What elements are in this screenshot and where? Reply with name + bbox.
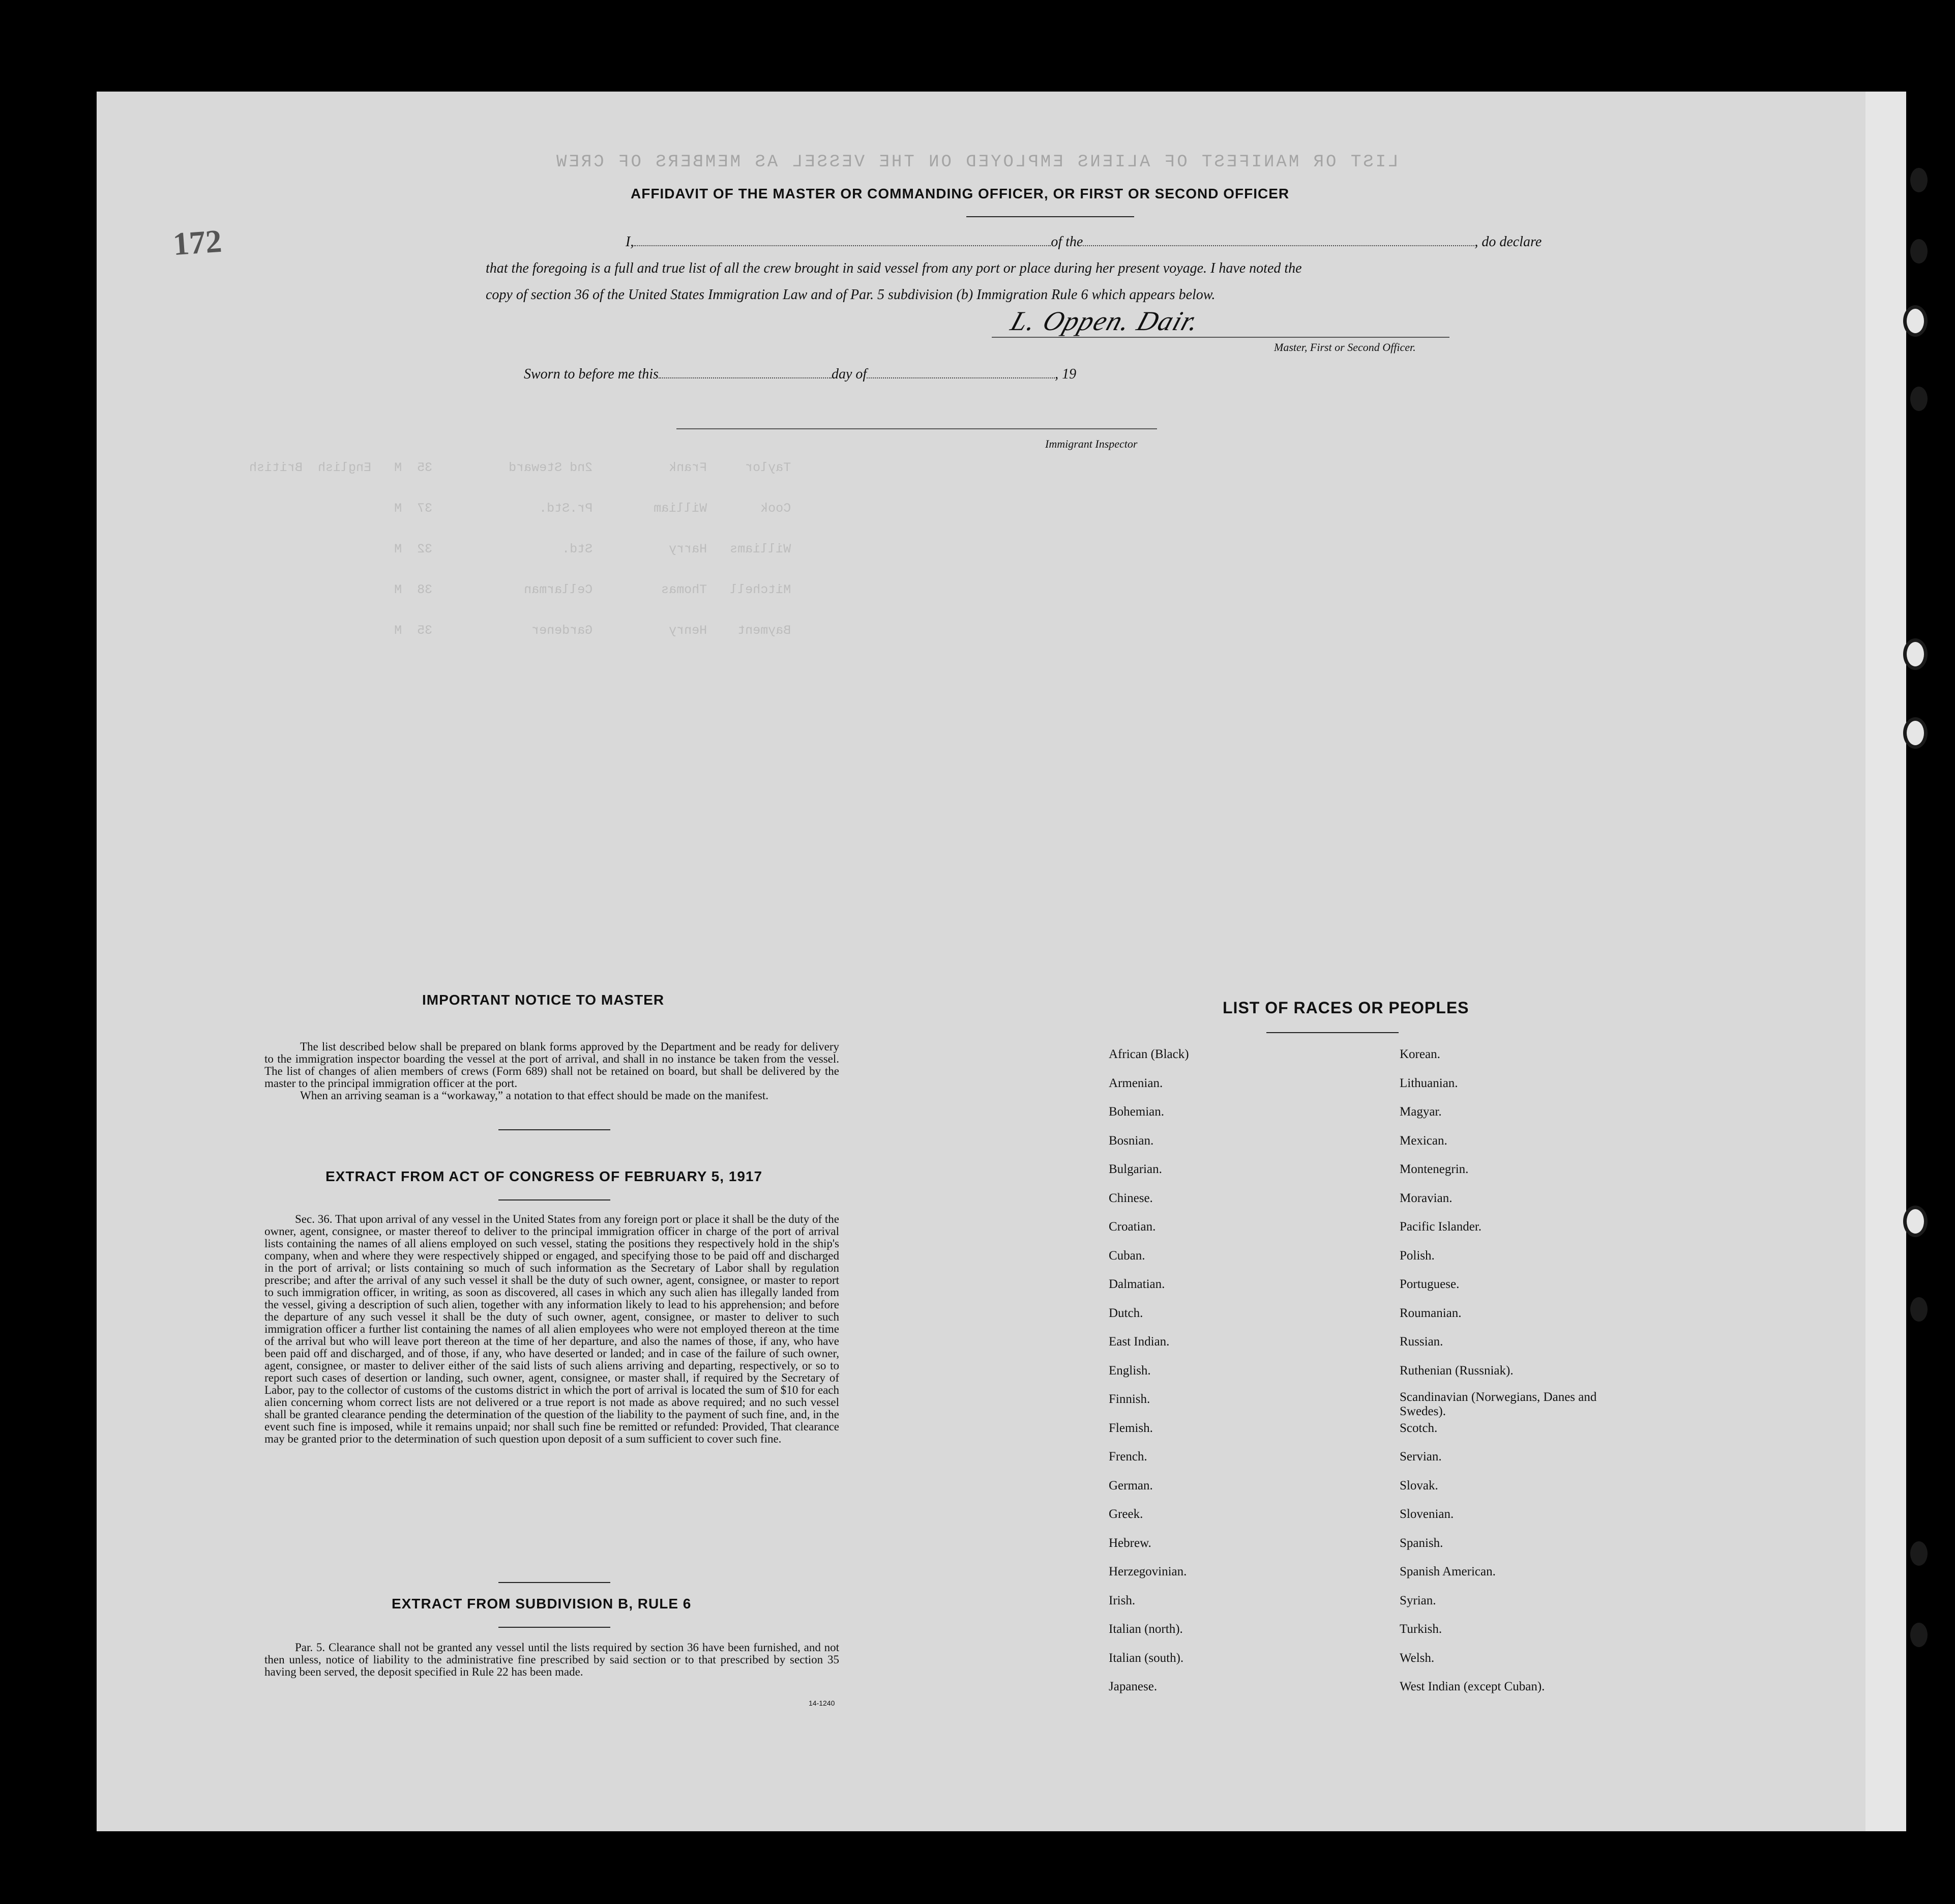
race-item: Dalmatian. bbox=[1109, 1277, 1165, 1291]
punch-hole bbox=[1910, 1541, 1928, 1566]
races-column-2 bbox=[1400, 1040, 1634, 1702]
race-item: Slovak. bbox=[1400, 1478, 1438, 1492]
race-item: Bulgarian. bbox=[1109, 1162, 1162, 1176]
punch-hole bbox=[1910, 239, 1928, 263]
race-item: Welsh. bbox=[1400, 1651, 1435, 1665]
inspector-line bbox=[676, 428, 1157, 429]
race-item: Syrian. bbox=[1400, 1593, 1436, 1607]
race-item: Bohemian. bbox=[1109, 1105, 1165, 1119]
races-title: LIST OF RACES OR PEOPLES bbox=[1223, 999, 1469, 1017]
inspector-caption: Immigrant Inspector bbox=[1045, 437, 1138, 450]
form-number: 14-1240 bbox=[809, 1699, 835, 1707]
race-item: Turkish. bbox=[1400, 1622, 1442, 1636]
race-item: Bosnian. bbox=[1109, 1133, 1154, 1148]
race-item: African (Black) bbox=[1109, 1047, 1189, 1061]
punch-hole bbox=[1903, 638, 1928, 670]
divider bbox=[498, 1199, 610, 1200]
punch-hole bbox=[1903, 305, 1928, 337]
affidavit-line-3: copy of section 36 of the United States Immigration Law and of Par. 5 subdivision (b) Immigration Rule 6 which appears below. bbox=[486, 287, 1216, 303]
punch-hole bbox=[1903, 717, 1928, 749]
vessel-field bbox=[1083, 234, 1474, 246]
officer-signature: L. Oppen. Dair. bbox=[1007, 306, 1204, 336]
punch-hole bbox=[1910, 168, 1928, 192]
race-item: English. bbox=[1109, 1363, 1151, 1378]
race-item: Magyar. bbox=[1400, 1105, 1442, 1119]
page-edge-tab bbox=[1865, 92, 1906, 1831]
race-item: Korean. bbox=[1400, 1047, 1440, 1061]
race-item: Greek. bbox=[1109, 1507, 1143, 1521]
sworn-line bbox=[524, 361, 1236, 388]
race-item: Italian (south). bbox=[1109, 1651, 1184, 1665]
race-item: Mexican. bbox=[1400, 1133, 1447, 1148]
race-item: French. bbox=[1109, 1450, 1147, 1463]
race-item: Portuguese. bbox=[1400, 1277, 1460, 1291]
name-field bbox=[634, 234, 1051, 246]
divider bbox=[498, 1582, 610, 1583]
race-item: Irish. bbox=[1109, 1593, 1136, 1607]
notice-title: IMPORTANT NOTICE TO MASTER bbox=[422, 992, 665, 1008]
divider bbox=[498, 1129, 610, 1130]
notice-paragraph-1: The list described below shall be prepared on blank forms approved by the Department and be ready for delivery to the immigration inspector boarding the vessel at the port of arrival, and shall in no instance be taken from the vessel. The list of changes of alien members of crews (Form 689) shall not be retained on board, but shall be delivered by the master to the principal immigration officer at the port. bbox=[264, 1040, 839, 1090]
race-item: Russian. bbox=[1400, 1335, 1443, 1349]
sworn-year: , 19 bbox=[1055, 366, 1077, 382]
race-item: Spanish American. bbox=[1400, 1565, 1496, 1578]
race-item: Spanish. bbox=[1400, 1536, 1443, 1550]
race-item: Chinese. bbox=[1109, 1191, 1153, 1205]
race-item: Flemish. bbox=[1109, 1421, 1153, 1435]
race-item: Hebrew. bbox=[1109, 1536, 1151, 1550]
punch-hole bbox=[1910, 1623, 1928, 1647]
race-item: Ruthenian (Russniak). bbox=[1400, 1363, 1514, 1378]
extract-rule-title: EXTRACT FROM SUBDIVISION B, RULE 6 bbox=[392, 1596, 692, 1612]
race-item: Scotch. bbox=[1400, 1421, 1438, 1435]
race-item: Armenian. bbox=[1109, 1076, 1163, 1090]
divider bbox=[966, 216, 1134, 217]
signer-caption: Master, First or Second Officer. bbox=[1274, 341, 1416, 354]
race-item: Scandinavian (Norwegians, Danes and Swedes). bbox=[1400, 1390, 1597, 1418]
punch-hole bbox=[1910, 1297, 1928, 1322]
race-item: Japanese. bbox=[1109, 1680, 1158, 1693]
race-item: Polish. bbox=[1400, 1248, 1435, 1263]
extract-act-text: Sec. 36. That upon arrival of any vessel in the United States from any foreign port or place it shall be the duty of the owner, agent, consignee, or master thereof to deliver to the principal immigration officer in charge of the port of arrival lists containing the names of all aliens employed on such vessel, stating the positions they respectively hold in the ship's company, when and where they were respectively shipped or engaged, and specifying those to be paid off and discharged in the port of arrival; or lists containing so much of such information as the Secretary of Labor shall by regulation prescribe; and after the arrival of any such vessel it shall be the duty of such owner, agent, consignee, or master to report to such immigration officer, in writing, as soon as discovered, all cases in which any such alien has illegally landed from the vessel, giving a description of such alien, together with any information likely to lead to his apprehension; and before the departure of any such vessel it shall be the duty of such owner, agent, consignee, or master to deliver to such immigration officer a further list containing the names of all alien employees who were not employed thereon at the time of the arrival but who will leave port thereon at the time of her departure, and also the names of those, if any, who have been paid off and discharged, and of those, if any, who have deserted or landed; and in case of the failure of such owner, agent, consignee, or master to deliver either of the said lists of such aliens arriving and departing, respectively, or so to report such cases of desertion or landing, such owner, agent, consignee, or master shall, if required by the Secretary of Labor, pay to the collector of customs of the customs district in which the port of arrival is located the sum of $10 for each alien concerning whom correct lists are not delivered or a true report is not made as above required; and no such vessel shall be granted clearance pending the determination of the question of the liability to the payment of such fine, and, in the event such fine is imposed, while it remains unpaid; nor shall such fine be remitted or refunded: Provided, That clearance may be granted prior to the determination of such question upon deposit of a sum sufficient to cover such fine. bbox=[264, 1213, 839, 1445]
affidavit-title: AFFIDAVIT OF THE MASTER OR COMMANDING OFFICER, OR FIRST OR SECOND OFFICER bbox=[631, 186, 1290, 201]
punch-hole bbox=[1910, 387, 1928, 411]
races-column-1 bbox=[1109, 1040, 1363, 1702]
race-item: Roumanian. bbox=[1400, 1306, 1462, 1320]
notice-paragraph-2: When an arriving seaman is a “workaway,” a notation to that effect should be made on the manifest. bbox=[300, 1089, 768, 1102]
race-item: Slovenian. bbox=[1400, 1507, 1454, 1521]
extract-rule-text: Par. 5. Clearance shall not be granted any vessel until the lists required by section 36 have been furnished, and not then unless, notice of liability to the administrative fine prescribed by said section or to that prescribed by section 35 having been served, the deposit specified in Rule 22 has been made. bbox=[264, 1641, 839, 1678]
race-item: German. bbox=[1109, 1478, 1153, 1492]
sworn-day-field bbox=[659, 366, 832, 378]
affidavit-of-the: of the bbox=[1051, 234, 1083, 250]
manifest-page: LIST OR MANIFEST OF ALIENS EMPLOYED ON THE VESSEL AS MEMBERS OF CREW Taylor Frank 2nd Steward 35 M English British Cook William Pr.Std. 37 M Williams Harry Std. 32 M Mitchell Thomas Cellarman 38 M Bayment Henry Gardener 35 M 172 AFFIDAVIT OF THE MASTER OR COMMANDING OFFICER, OR FIRST OR SECOND OFFICER I, of the , do declare that the foregoing is a full and true list of all the crew brought in said vessel from any port or place during her present voyage. I have noted the copy of section 36 of the United States Immigration Law and of Par. 5 subdivision (b) Immigration Rule 6 which appears below. L. Oppen. Dair. Master, First or Second Officer. Sworn to before me this day of , 19 Immigrant Inspector IMPORTANT NOTICE TO MASTER The list described below shall be prepared on blank forms approved by the Department and be ready for delivery to the immigration inspector boarding the vessel at the port of arrival, and shall in no instance be taken from the vessel. The list of changes of alien members of crews (Form 689) shall not be retained on board, but shall be delivered by the master to the principal immigration officer at the port. When an arriving seaman is a “workaway,” a notation to that effect should be made on the manifest. EXTRACT FROM ACT OF CONGRESS OF FEBRUARY 5, 1917 Sec. 36. That upon arrival of any vessel in the United States from any foreign port or place it shall be the duty of the owner, agent, consignee, or master thereof to deliver to the principal immigration officer in charge of the port of arrival lists containing the names of all aliens employed on such vessel, stating the positions they respectively hold in the ship's company, when and where they were respectively shipped or engaged, and specifying those to be paid off and discharged in the port of arrival; or lists containing so much of such information as the Secretary of Labor shall by regulation prescribe; and after the arrival of any such vessel it shall be the duty of such owner, agent, consignee, or master to report to such immigration officer, in writing, as soon as discovered, all cases in which any such alien has illegally landed from the vessel, giving a description of such alien, together with any information likely to lead to his apprehension; and before the departure of any such vessel it shall be the duty of such owner, agent, consignee, or master to deliver to such immigration officer a further list containing the names of all alien employees who were not employed thereon at the time of the arrival but who will leave port thereon at the time of her departure, and also the names of those, if any, who have been paid off and discharged, and of those, if any, who have deserted or landed; and in case of the failure of such owner, agent, consignee, or master to deliver either of the said lists of such aliens arriving and departing, respectively, or so to report such cases of desertion or landing, such owner, agent, consignee, or master shall, if required by the Secretary of Labor, pay to the collector of customs of the customs district in which the port of arrival is located the sum of $10 for each alien concerning whom correct lists are not delivered or a true report is not made as above required; and no such vessel shall be granted clearance pending the determination of the question of the liability to the payment of such fine, and, in the event such fine is imposed, while it remains unpaid; nor shall such fine be remitted or refunded: Provided, That clearance may be granted prior to the determination of such question upon deposit of a sum sufficient to cover such fine. EXTRACT FROM SUBDIVISION B, RULE 6 Par. 5. Clearance shall not be granted any vessel until the lists required by section 36 have been furnished, and not then unless, notice of liability to the administrative fine prescribed by said section or to that prescribed by section 35 having been served, the deposit specified in Rule 22 has been made. 14-1240 LIST OF RACES OR PEOPLES African (Black) Armenian. Bohemian. Bosnian. Bulgarian. Chinese. Croatian. Cuban. Dalmatian. Dutch. East Indian. English. Finnish. Flemish. French. German. Greek. Hebrew. Herzegovinian. Irish. Italian (north). Italian (south). Japanese. Korean. Lithuanian. Magyar. Mexican. Montenegrin. Moravian. Pacific Islander. Polish. Portuguese. Roumanian. Russian. Ruthenian (Russniak). Scandinavian (Norwegians, Danes and Swedes). Scotch. Servian. Slovak. Slovenian. Spanish. Spanish American. Syrian. Turkish. Welsh. West Indian (except Cuban). bbox=[97, 92, 1865, 1831]
race-item: West Indian (except Cuban). bbox=[1400, 1680, 1545, 1693]
race-item: Servian. bbox=[1400, 1450, 1442, 1463]
race-item: Cuban. bbox=[1109, 1248, 1145, 1263]
race-item: East Indian. bbox=[1109, 1335, 1170, 1349]
race-item: Italian (north). bbox=[1109, 1622, 1183, 1636]
extract-act-title: EXTRACT FROM ACT OF CONGRESS OF FEBRUARY 5, 1917 bbox=[325, 1168, 763, 1184]
sworn-day-of: day of bbox=[831, 366, 867, 382]
sworn-text: Sworn to before me this bbox=[524, 366, 659, 382]
race-item: Dutch. bbox=[1109, 1306, 1143, 1320]
race-item: Montenegrin. bbox=[1400, 1162, 1469, 1176]
sworn-month-field bbox=[867, 366, 1055, 378]
signature-line bbox=[992, 337, 1449, 338]
affidavit-i: I, bbox=[626, 234, 634, 250]
affidavit-declaration-line bbox=[626, 229, 1673, 255]
race-item: Herzegovinian. bbox=[1109, 1565, 1187, 1578]
race-item: Croatian. bbox=[1109, 1220, 1156, 1234]
affidavit-declare: , do declare bbox=[1474, 234, 1542, 250]
affidavit-line-2: that the foregoing is a full and true list of all the crew brought in said vessel from any port or place during her present voyage. I have noted the bbox=[486, 260, 1302, 276]
margin-note: 172 bbox=[171, 222, 223, 262]
race-item: Moravian. bbox=[1400, 1191, 1453, 1205]
divider bbox=[1266, 1032, 1399, 1033]
race-item: Pacific Islander. bbox=[1400, 1220, 1482, 1234]
race-item: Finnish. bbox=[1109, 1392, 1150, 1406]
race-item: Lithuanian. bbox=[1400, 1076, 1458, 1090]
divider bbox=[498, 1627, 610, 1628]
punch-hole bbox=[1903, 1206, 1928, 1237]
